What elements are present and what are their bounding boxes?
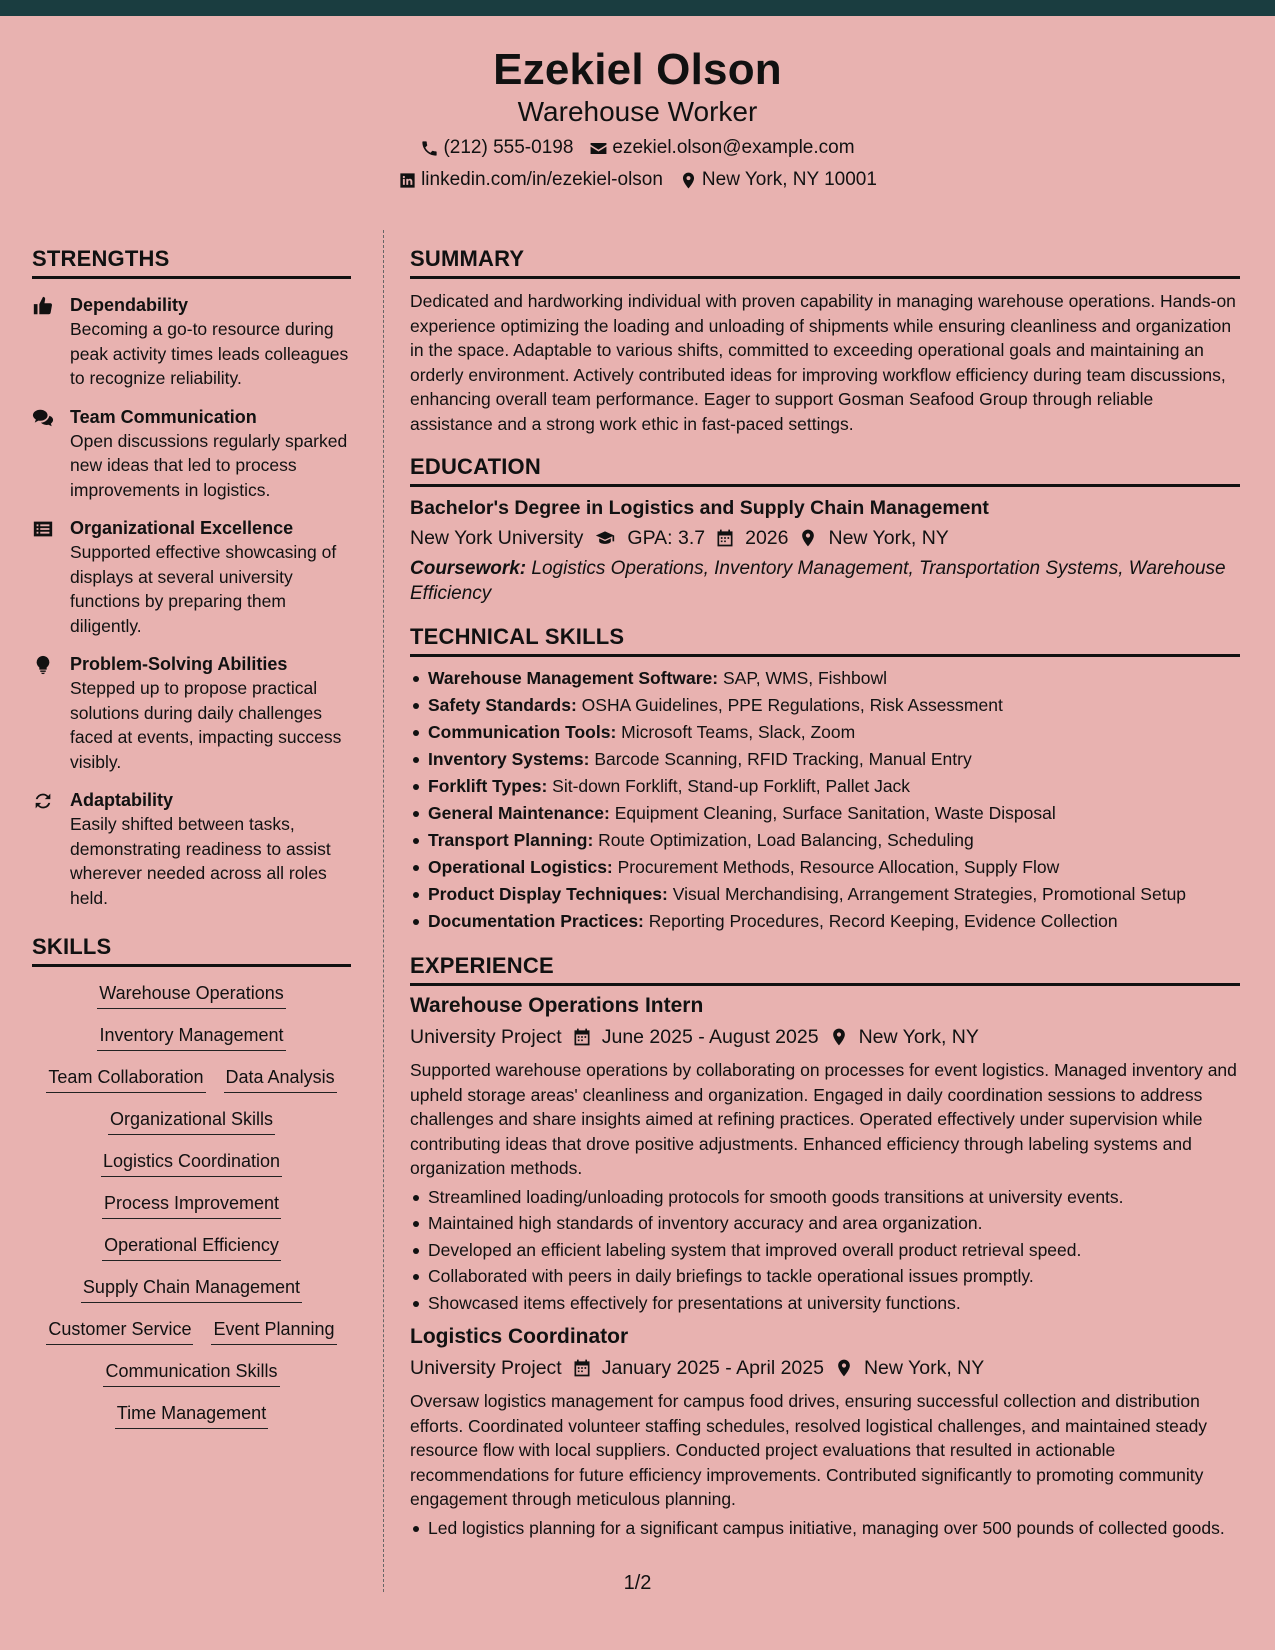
linkedin-text: linkedin.com/in/ezekiel-olson xyxy=(421,169,663,190)
graduation-cap-icon xyxy=(593,528,617,548)
skill-row xyxy=(32,1107,351,1135)
technical-skills-heading: TECHNICAL SKILLS xyxy=(410,622,1240,657)
left-column xyxy=(32,244,351,1429)
list-item: Showcased items effectively for presentations at university functions. xyxy=(410,1291,1240,1318)
job-title: Warehouse Worker xyxy=(517,96,758,127)
skill-tag: Communication Skills xyxy=(103,1359,279,1387)
strength-title: Problem-Solving Abilities xyxy=(70,654,288,674)
strength-text: Easily shifted between tasks, demonstrating readiness to assist wherever needed across all roles held. xyxy=(70,814,331,908)
page-number: 1/2 xyxy=(623,1572,652,1594)
skill-value: Reporting Procedures, Record Keeping, Evidence Collection xyxy=(648,911,1118,931)
skill-row xyxy=(32,981,351,1009)
contact-row-1 xyxy=(0,136,1275,160)
list-item xyxy=(410,881,1240,908)
list-item xyxy=(410,800,1240,827)
coursework-label: Coursework: xyxy=(410,558,527,579)
skill-row xyxy=(32,1149,351,1177)
graduation-year: 2026 xyxy=(745,527,789,549)
job-description: Supported warehouse operations by collaborating on processes for event logistics. Managed inventory and upheld storage areas' cleanliness and organization. Engaged in daily coordination sessions to address challenges and share insights aimed at refining practices. Operated effectively under supervision while contributing ideas that drove positive adjustments. Enhanced efficiency through labeling systems and organization methods. xyxy=(410,1060,1237,1178)
list-item: Led logistics planning for a significant campus initiative, managing over 500 pounds of collected goods. xyxy=(410,1516,1240,1543)
strength-item xyxy=(32,788,351,910)
skill-row xyxy=(32,1275,351,1303)
skill-label: Transport Planning: xyxy=(428,830,594,850)
skill-tag: Logistics Coordination xyxy=(101,1149,282,1177)
map-marker-icon xyxy=(834,1358,854,1378)
strength-title: Dependability xyxy=(70,295,189,315)
skill-row xyxy=(32,1065,351,1093)
envelope-icon xyxy=(589,139,608,158)
skill-value: Sit-down Forklift, Stand-up Forklift, Pallet Jack xyxy=(552,776,911,796)
job-entry xyxy=(410,992,1240,1317)
column-divider xyxy=(383,230,384,1592)
list-item xyxy=(410,665,1240,692)
strength-item xyxy=(32,652,351,774)
list-item xyxy=(410,854,1240,881)
strength-title: Adaptability xyxy=(70,790,174,810)
job-org: University Project xyxy=(410,1357,562,1379)
comments-icon xyxy=(32,407,54,429)
skill-value: OSHA Guidelines, PPE Regulations, Risk Assessment xyxy=(581,695,1003,715)
contact-row-2 xyxy=(0,168,1275,192)
skill-label: Warehouse Management Software: xyxy=(428,668,719,688)
calendar-icon xyxy=(572,1358,592,1378)
list-item: Maintained high standards of inventory accuracy and area organization. xyxy=(410,1211,1240,1238)
top-bar xyxy=(0,0,1275,16)
list-item xyxy=(410,746,1240,773)
phone-icon xyxy=(420,139,439,158)
skill-tag: Customer Service xyxy=(46,1317,193,1345)
job-description: Oversaw logistics management for campus food drives, ensuring successful collection and distribution efforts. Coordinated volunteer staffing schedules, resolved logistical challenges, and maintained steady resource flow with local suppliers. Conducted project evaluations that resulted in actionable recommendations for future efficiency improvements. Contributed significantly to promoting community engagement through meticulous planning. xyxy=(410,1391,1208,1509)
degree-name: Bachelor's Degree in Logistics and Supply Chain Management xyxy=(410,497,989,519)
skill-value: Visual Merchandising, Arrangement Strategies, Promotional Setup xyxy=(672,884,1187,904)
linkedin-icon xyxy=(398,171,417,190)
email-text: ezekiel.olson@example.com xyxy=(612,137,855,158)
skill-tag: Process Improvement xyxy=(102,1191,281,1219)
resume-header xyxy=(0,16,1275,204)
summary-heading: SUMMARY xyxy=(410,244,1240,279)
skill-tag: Organizational Skills xyxy=(108,1107,275,1135)
education-heading: EDUCATION xyxy=(410,452,1240,487)
location-contact xyxy=(679,168,877,192)
job-location: New York, NY xyxy=(863,1357,985,1379)
email-contact[interactable] xyxy=(589,136,854,160)
skill-value: Equipment Cleaning, Surface Sanitation, Waste Disposal xyxy=(614,803,1056,823)
job-entry xyxy=(410,1323,1240,1542)
skill-label: Communication Tools: xyxy=(428,722,617,742)
skill-tag: Supply Chain Management xyxy=(81,1275,302,1303)
technical-skills-list xyxy=(410,665,1240,935)
skill-label: Documentation Practices: xyxy=(428,911,644,931)
skill-row xyxy=(32,1233,351,1261)
gpa: GPA: 3.7 xyxy=(627,527,706,549)
skills-list xyxy=(32,981,351,1429)
job-dates: January 2025 - April 2025 xyxy=(601,1357,824,1379)
education-meta xyxy=(410,525,1240,551)
skill-label: Forklift Types: xyxy=(428,776,548,796)
map-marker-icon xyxy=(829,1027,849,1047)
list-item xyxy=(410,719,1240,746)
strength-text: Supported effective showcasing of displays at several university functions by preparing them diligently. xyxy=(70,542,337,636)
list-item xyxy=(410,908,1240,935)
coursework-list: Logistics Operations, Inventory Management, Transportation Systems, Warehouse Efficiency xyxy=(410,558,1226,604)
right-column xyxy=(410,244,1240,1542)
skill-row xyxy=(32,1359,351,1387)
job-bullets xyxy=(410,1516,1240,1543)
job-meta xyxy=(410,1024,1240,1050)
list-item xyxy=(410,692,1240,719)
skill-row xyxy=(32,1023,351,1051)
skill-value: Route Optimization, Load Balancing, Scheduling xyxy=(598,830,974,850)
strength-text: Becoming a go-to resource during peak activity times leads colleagues to recognize reliability. xyxy=(70,319,349,388)
linkedin-contact[interactable] xyxy=(398,168,663,192)
summary-text: Dedicated and hardworking individual with proven capability in managing warehouse operations. Hands-on experience optimizing the loading and unloading of shipments while ensuring cleanliness and organization in the space. Adaptable to various shifts, committed to exceeding operational goals and maintaining an orderly environment. Actively contributed ideas for improving workflow efficiency during team discussions, enhancing overall team performance. Eager to support Gosman Seafood Group through reliable assistance and a strong work ethic in fast-paced settings. xyxy=(410,291,1236,434)
skill-tag: Inventory Management xyxy=(97,1023,285,1051)
job-dates: June 2025 - August 2025 xyxy=(601,1026,819,1048)
job-bullets xyxy=(410,1185,1240,1318)
strength-text: Stepped up to propose practical solutions during daily challenges faced at events, impacting success visibly. xyxy=(70,678,342,772)
coursework xyxy=(410,557,1240,606)
calendar-icon xyxy=(572,1027,592,1047)
skill-label: General Maintenance: xyxy=(428,803,610,823)
skill-tag: Operational Efficiency xyxy=(102,1233,281,1261)
education-location: New York, NY xyxy=(828,527,949,549)
lightbulb-icon xyxy=(32,654,54,676)
skill-tag: Team Collaboration xyxy=(46,1065,205,1093)
strengths-heading: STRENGTHS xyxy=(32,244,351,279)
strength-title: Organizational Excellence xyxy=(70,518,294,538)
skill-tag: Event Planning xyxy=(211,1317,336,1345)
candidate-name: Ezekiel Olson xyxy=(493,45,782,94)
skill-label: Operational Logistics: xyxy=(428,857,613,877)
list-alt-icon xyxy=(32,518,54,540)
strength-item xyxy=(32,516,351,638)
skill-label: Product Display Techniques: xyxy=(428,884,668,904)
job-meta xyxy=(410,1355,1240,1381)
experience-heading: EXPERIENCE xyxy=(410,951,1240,986)
map-marker-icon xyxy=(798,528,818,548)
strength-item xyxy=(32,405,351,503)
skill-value: Procurement Methods, Resource Allocation, Supply Flow xyxy=(617,857,1060,877)
skill-row xyxy=(32,1401,351,1429)
skill-label: Inventory Systems: xyxy=(428,749,590,769)
job-title: Warehouse Operations Intern xyxy=(410,994,704,1017)
skill-row xyxy=(32,1191,351,1219)
strength-item xyxy=(32,293,351,391)
skill-tag: Warehouse Operations xyxy=(97,981,285,1009)
list-item xyxy=(410,773,1240,800)
thumbs-up-icon xyxy=(32,295,54,317)
skill-row xyxy=(32,1317,351,1345)
map-marker-icon xyxy=(679,171,698,190)
calendar-icon xyxy=(715,528,735,548)
list-item: Collaborated with peers in daily briefings to tackle operational issues promptly. xyxy=(410,1264,1240,1291)
skill-value: Barcode Scanning, RFID Tracking, Manual Entry xyxy=(594,749,972,769)
strength-text: Open discussions regularly sparked new ideas that led to process improvements in logistics. xyxy=(70,430,348,500)
list-item xyxy=(410,827,1240,854)
strength-title: Team Communication xyxy=(70,406,257,427)
list-item: Streamlined loading/unloading protocols for smooth goods transitions at university events. xyxy=(410,1185,1240,1212)
job-org: University Project xyxy=(410,1026,562,1048)
sync-icon xyxy=(32,790,54,812)
skill-label: Safety Standards: xyxy=(428,695,577,715)
location-text: New York, NY 10001 xyxy=(701,169,877,190)
list-item: Developed an efficient labeling system that improved overall product retrieval speed. xyxy=(410,1238,1240,1265)
skills-heading: SKILLS xyxy=(32,932,351,967)
job-title: Logistics Coordinator xyxy=(410,1325,629,1348)
skill-tag: Data Analysis xyxy=(224,1065,337,1093)
school-name: New York University xyxy=(410,527,584,549)
skill-value: Microsoft Teams, Slack, Zoom xyxy=(621,722,856,742)
skill-tag: Time Management xyxy=(115,1401,268,1429)
skill-value: SAP, WMS, Fishbowl xyxy=(722,668,888,688)
job-location: New York, NY xyxy=(858,1026,979,1048)
phone-text: (212) 555-0198 xyxy=(443,137,574,158)
phone-contact xyxy=(420,136,573,160)
